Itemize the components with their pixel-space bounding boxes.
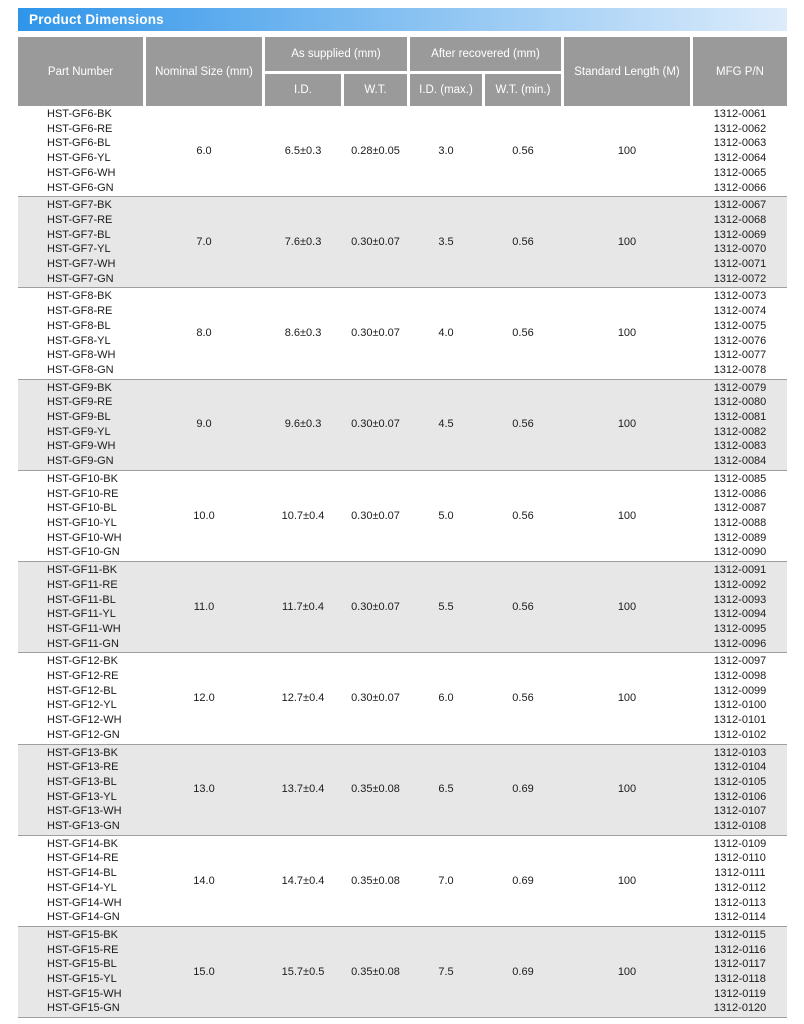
part-number: HST-GF13-WH (47, 805, 122, 818)
mfg-pn: 1312-0108 (713, 820, 767, 833)
part-number: HST-GF11-BK (47, 564, 118, 577)
mfg-pn: 1312-0067 (713, 199, 767, 212)
part-number: HST-GF10-BK (47, 472, 118, 485)
wt-min-cell: 0.69 (512, 783, 534, 796)
mfg-pn: 1312-0075 (713, 319, 767, 332)
part-number: HST-GF6-BK (47, 108, 112, 120)
column-header-id: I.D. (265, 74, 341, 106)
part-number: HST-GF8-GN (47, 363, 114, 376)
mfg-pn-cell (693, 381, 787, 469)
mfg-pn: 1312-0083 (713, 440, 767, 453)
id-supplied-cell: 7.6±0.3 (284, 235, 322, 248)
part-number: HST-GF9-BK (47, 381, 112, 394)
mfg-pn: 1312-0102 (713, 728, 767, 741)
mfg-pn: 1312-0114 (714, 911, 766, 924)
wt-supplied-cell: 0.35±0.08 (351, 874, 400, 887)
wt-min-cell: 0.56 (512, 600, 534, 613)
id-supplied-cell: 12.7±0.4 (281, 692, 325, 705)
mfg-pn: 1312-0086 (713, 487, 767, 500)
table-row-group (18, 379, 787, 470)
part-number: HST-GF14-BL (47, 867, 117, 880)
mfg-pn: 1312-0087 (713, 502, 767, 515)
part-number: HST-GF14-YL (47, 881, 117, 894)
part-number: HST-GF8-BK (47, 290, 112, 303)
mfg-pn: 1312-0101 (713, 714, 767, 727)
part-number-cell (18, 198, 143, 286)
standard-length-cell: 100 (617, 692, 637, 705)
standard-length-cell: 100 (617, 600, 637, 613)
part-number: HST-GF7-YL (47, 243, 111, 256)
mfg-pn: 1312-0085 (713, 472, 767, 485)
part-number: HST-GF12-GN (47, 728, 120, 741)
id-max-cell: 5.5 (438, 600, 454, 613)
part-number: HST-GF14-WH (47, 896, 122, 909)
wt-supplied-cell: 0.30±0.07 (351, 509, 400, 522)
mfg-pn: 1312-0089 (713, 531, 767, 544)
id-max-cell: 7.0 (438, 874, 454, 887)
standard-length-cell: 100 (617, 783, 637, 796)
part-number: HST-GF6-RE (47, 122, 113, 135)
wt-min-cell: 0.69 (512, 965, 534, 978)
column-header-wt-min: W.T. (min.) (485, 74, 561, 106)
id-max-cell: 3.5 (438, 235, 454, 248)
nominal-size-cell: 11.0 (193, 600, 215, 613)
nominal-size-cell: 12.0 (193, 692, 215, 705)
part-number: HST-GF11-WH (47, 622, 121, 635)
nominal-size-cell: 6.0 (196, 144, 212, 157)
table-row-group (18, 652, 787, 743)
part-number: HST-GF9-YL (47, 425, 111, 438)
standard-length-cell: 100 (617, 235, 637, 248)
part-number: HST-GF14-BK (47, 837, 118, 850)
part-number: HST-GF9-WH (47, 440, 116, 453)
part-number: HST-GF12-BK (47, 655, 118, 668)
table-row-group (18, 287, 787, 378)
mfg-pn: 1312-0120 (713, 1002, 767, 1015)
part-number: HST-GF11-GN (47, 637, 119, 650)
part-number: HST-GF13-RE (47, 761, 119, 774)
mfg-pn: 1312-0103 (713, 746, 767, 759)
wt-min-cell: 0.56 (512, 144, 534, 157)
part-number: HST-GF11-RE (47, 578, 118, 591)
wt-supplied-cell: 0.30±0.07 (351, 327, 400, 340)
mfg-pn-cell (693, 837, 787, 925)
part-number: HST-GF14-RE (47, 852, 119, 865)
mfg-pn: 1312-0079 (713, 381, 767, 394)
column-header-id-max: I.D. (max.) (410, 74, 482, 106)
column-group-after-recovered: After recovered (mm) (410, 37, 561, 71)
wt-supplied-cell: 0.28±0.05 (351, 144, 400, 157)
table-body (18, 106, 787, 1018)
mfg-pn: 1312-0095 (713, 622, 767, 635)
mfg-pn: 1312-0092 (713, 578, 767, 591)
wt-min-cell: 0.69 (512, 874, 534, 887)
mfg-pn: 1312-0099 (713, 684, 767, 697)
part-number: HST-GF12-WH (47, 714, 122, 727)
nominal-size-cell: 13.0 (193, 783, 215, 796)
part-number: HST-GF10-GN (47, 546, 120, 559)
mfg-pn: 1312-0112 (714, 881, 766, 894)
mfg-pn: 1312-0094 (713, 608, 767, 621)
mfg-pn: 1312-0076 (713, 334, 767, 347)
wt-min-cell: 0.56 (512, 235, 534, 248)
standard-length-cell: 100 (617, 144, 637, 157)
wt-supplied-cell: 0.30±0.07 (351, 235, 400, 248)
nominal-size-cell: 9.0 (196, 418, 212, 431)
part-number-cell (18, 289, 143, 377)
part-number: HST-GF13-BK (47, 746, 118, 759)
mfg-pn: 1312-0105 (713, 775, 767, 788)
mfg-pn: 1312-0110 (714, 852, 766, 865)
part-number: HST-GF6-WH (47, 166, 116, 179)
id-max-cell: 5.0 (438, 509, 454, 522)
mfg-pn: 1312-0104 (713, 761, 767, 774)
mfg-pn: 1312-0098 (713, 670, 767, 683)
id-supplied-cell: 10.7±0.4 (281, 509, 325, 522)
part-number: HST-GF10-RE (47, 487, 119, 500)
standard-length-cell: 100 (617, 418, 637, 431)
part-number: HST-GF10-BL (47, 502, 117, 515)
column-header-mfg-pn: MFG P/N (693, 37, 787, 106)
part-number: HST-GF13-GN (47, 820, 120, 833)
mfg-pn-cell (693, 928, 787, 1016)
page-title (18, 8, 787, 31)
part-number: HST-GF12-BL (47, 684, 117, 697)
mfg-pn: 1312-0080 (713, 396, 767, 409)
mfg-pn: 1312-0118 (714, 973, 766, 986)
wt-supplied-cell: 0.30±0.07 (351, 692, 400, 705)
table-row-group (18, 835, 787, 926)
mfg-pn: 1312-0096 (713, 637, 767, 650)
mfg-pn: 1312-0116 (714, 943, 766, 956)
table-header (18, 37, 787, 106)
part-number: HST-GF8-RE (47, 305, 113, 318)
mfg-pn-cell (693, 107, 787, 195)
standard-length-cell: 100 (617, 509, 637, 522)
mfg-pn: 1312-0070 (713, 243, 767, 256)
mfg-pn: 1312-0100 (713, 699, 767, 712)
part-number: HST-GF9-GN (47, 455, 114, 468)
column-group-as-supplied: As supplied (mm) (265, 37, 407, 71)
id-supplied-cell: 11.7±0.4 (282, 600, 324, 613)
table-row-group (18, 470, 787, 561)
nominal-size-cell: 7.0 (196, 235, 212, 248)
wt-min-cell: 0.56 (512, 692, 534, 705)
part-number-cell (18, 654, 143, 742)
part-number: HST-GF13-BL (47, 775, 117, 788)
part-number: HST-GF9-RE (47, 396, 113, 409)
part-number-cell (18, 381, 143, 469)
mfg-pn: 1312-0078 (713, 363, 767, 376)
mfg-pn: 1312-0093 (713, 593, 767, 606)
mfg-pn: 1312-0119 (714, 987, 766, 1000)
part-number-cell (18, 472, 143, 560)
part-number: HST-GF15-GN (47, 1002, 120, 1015)
column-header-part-number: Part Number (18, 37, 143, 106)
mfg-pn: 1312-0111 (714, 867, 766, 880)
id-supplied-cell: 8.6±0.3 (284, 327, 322, 340)
table-row-group (18, 926, 787, 1017)
mfg-pn: 1312-0069 (713, 228, 767, 241)
part-number: HST-GF12-YL (47, 699, 117, 712)
mfg-pn: 1312-0077 (713, 349, 767, 362)
part-number: HST-GF15-YL (47, 973, 117, 986)
standard-length-cell: 100 (617, 874, 637, 887)
wt-supplied-cell: 0.30±0.07 (351, 600, 400, 613)
part-number: HST-GF8-WH (47, 349, 116, 362)
id-supplied-cell: 14.7±0.4 (281, 874, 325, 887)
part-number-cell (18, 107, 143, 195)
part-number-cell (18, 837, 143, 925)
id-supplied-cell: 15.7±0.5 (281, 965, 325, 978)
wt-min-cell: 0.56 (512, 327, 534, 340)
id-max-cell: 4.0 (438, 327, 454, 340)
part-number: HST-GF15-WH (47, 987, 122, 1000)
part-number: HST-GF7-BK (47, 199, 112, 212)
mfg-pn: 1312-0106 (713, 790, 767, 803)
part-number: HST-GF12-RE (47, 670, 119, 683)
mfg-pn: 1312-0117 (714, 958, 766, 971)
mfg-pn-cell (693, 746, 787, 834)
mfg-pn-cell (693, 289, 787, 377)
mfg-pn: 1312-0062 (713, 122, 767, 135)
id-max-cell: 4.5 (438, 418, 454, 431)
mfg-pn: 1312-0061 (713, 108, 767, 120)
part-number: HST-GF10-YL (47, 516, 117, 529)
part-number: HST-GF7-BL (47, 228, 111, 241)
column-header-nominal-size: Nominal Size (mm) (146, 37, 262, 106)
id-max-cell: 3.0 (438, 144, 454, 157)
column-header-wt: W.T. (344, 74, 407, 106)
nominal-size-cell: 10.0 (193, 509, 215, 522)
mfg-pn-cell (693, 654, 787, 742)
part-number: HST-GF11-BL (47, 593, 116, 606)
part-number: HST-GF11-YL (47, 608, 116, 621)
part-number: HST-GF6-BL (47, 137, 111, 150)
id-supplied-cell: 13.7±0.4 (281, 783, 325, 796)
id-max-cell: 6.5 (438, 783, 454, 796)
nominal-size-cell: 8.0 (196, 327, 212, 340)
part-number: HST-GF7-GN (47, 272, 114, 285)
mfg-pn: 1312-0074 (713, 305, 767, 318)
mfg-pn: 1312-0072 (713, 272, 767, 285)
standard-length-cell: 100 (617, 327, 637, 340)
wt-supplied-cell: 0.35±0.08 (351, 965, 400, 978)
mfg-pn: 1312-0073 (713, 290, 767, 303)
page-title-label: Product Dimensions (29, 12, 164, 27)
table-row-group (18, 561, 787, 652)
mfg-pn: 1312-0081 (713, 411, 767, 424)
mfg-pn: 1312-0082 (713, 425, 767, 438)
mfg-pn: 1312-0107 (713, 805, 767, 818)
id-max-cell: 6.0 (438, 692, 454, 705)
standard-length-cell: 100 (617, 965, 637, 978)
part-number-cell (18, 563, 143, 651)
mfg-pn: 1312-0064 (713, 152, 767, 165)
part-number: HST-GF8-YL (47, 334, 111, 347)
part-number: HST-GF13-YL (47, 790, 117, 803)
mfg-pn-cell (693, 198, 787, 286)
mfg-pn: 1312-0109 (713, 837, 767, 850)
part-number: HST-GF14-GN (47, 911, 120, 924)
mfg-pn: 1312-0084 (713, 455, 767, 468)
id-supplied-cell: 9.6±0.3 (284, 418, 322, 431)
mfg-pn: 1312-0091 (713, 564, 767, 577)
mfg-pn: 1312-0063 (713, 137, 767, 150)
mfg-pn: 1312-0071 (713, 258, 767, 271)
part-number: HST-GF6-YL (47, 152, 111, 165)
part-number: HST-GF7-WH (47, 258, 116, 271)
part-number: HST-GF15-BL (47, 958, 117, 971)
id-max-cell: 7.5 (438, 965, 454, 978)
part-number-cell (18, 928, 143, 1016)
mfg-pn: 1312-0065 (713, 166, 767, 179)
mfg-pn-cell (693, 472, 787, 560)
column-header-standard-length: Standard Length (M) (564, 37, 690, 106)
part-number: HST-GF6-GN (47, 181, 114, 194)
mfg-pn: 1312-0088 (713, 516, 767, 529)
mfg-pn: 1312-0097 (713, 655, 767, 668)
table-row-group (18, 744, 787, 835)
part-number: HST-GF8-BL (47, 319, 111, 332)
part-number: HST-GF15-BK (47, 928, 118, 941)
table-row-group (18, 196, 787, 287)
part-number: HST-GF9-BL (47, 411, 111, 424)
part-number: HST-GF7-RE (47, 213, 113, 226)
mfg-pn-cell (693, 563, 787, 651)
mfg-pn: 1312-0113 (714, 896, 766, 909)
id-supplied-cell: 6.5±0.3 (284, 144, 322, 157)
part-number-cell (18, 746, 143, 834)
mfg-pn: 1312-0066 (713, 181, 767, 194)
nominal-size-cell: 15.0 (193, 965, 215, 978)
wt-min-cell: 0.56 (512, 509, 534, 522)
part-number: HST-GF10-WH (47, 531, 122, 544)
mfg-pn: 1312-0090 (713, 546, 767, 559)
wt-supplied-cell: 0.35±0.08 (351, 783, 400, 796)
wt-supplied-cell: 0.30±0.07 (351, 418, 400, 431)
part-number: HST-GF15-RE (47, 943, 119, 956)
nominal-size-cell: 14.0 (193, 874, 215, 887)
wt-min-cell: 0.56 (512, 418, 534, 431)
mfg-pn: 1312-0068 (713, 213, 767, 226)
table-row-group (18, 106, 787, 196)
mfg-pn: 1312-0115 (714, 928, 766, 941)
